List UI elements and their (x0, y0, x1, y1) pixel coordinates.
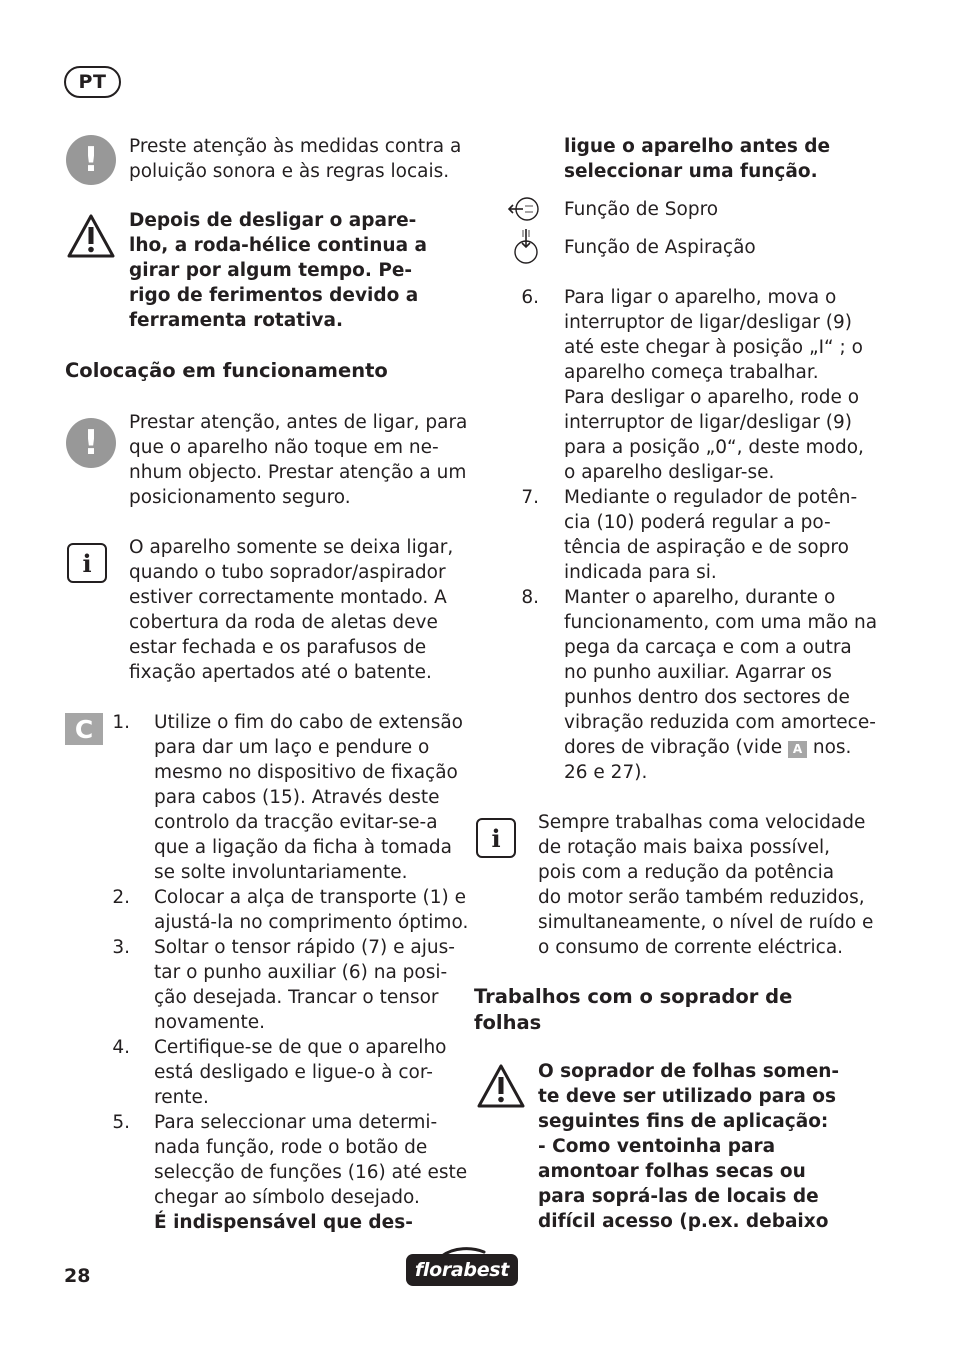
text-line: nhum objecto. Prestar atenção a um (129, 462, 467, 483)
text-line: novamente. (154, 1012, 265, 1033)
text-fragment: nos. (812, 737, 852, 758)
text-line: - Como ventoinha para (538, 1136, 776, 1157)
step-number: 7. (521, 487, 539, 508)
step-number: 2. (112, 887, 130, 908)
text-line: tar o punho auxiliar (6) na posi- (154, 962, 448, 983)
text-line: o aparelho desligar-se. (564, 462, 775, 483)
blow-mode-label: Função de Sopro (564, 199, 719, 220)
text-line: cobertura da roda de aletas deve (129, 612, 438, 633)
blow-mode-icon (507, 196, 541, 222)
text-line: se solte involuntariamente. (154, 862, 408, 883)
text-line: pois com a redução da potência (538, 862, 835, 883)
section-heading-leaf-blower (474, 984, 792, 1036)
text-line: cia (10) poderá regular a po- (564, 512, 831, 533)
suction-mode-icon (511, 227, 541, 265)
page-number: 28 (64, 1265, 91, 1287)
text-line: simultaneamente, o nível de ruído e (538, 912, 874, 933)
text-line: Soltar o tensor rápido (7) e ajus- (154, 937, 455, 958)
text-line: Utilize o fim do cabo de extensão (154, 712, 463, 733)
text-line: do motor serão também reduzidos, (538, 887, 865, 908)
suction-mode-label: Função de Aspiração (564, 237, 756, 258)
text-line: ferramenta rotativa. (129, 310, 344, 331)
text-line (564, 735, 877, 760)
text-line: Mediante o regulador de potên- (564, 487, 858, 508)
step-6-text (564, 285, 864, 485)
figure-letter: C (74, 714, 94, 744)
text-line: girar por algum tempo. Pe- (129, 260, 413, 281)
text-line: rente. (154, 1087, 209, 1108)
text-line: até este chegar à posição „I“ ; o (564, 337, 863, 358)
text-line: Prestar atenção, antes de ligar, para (129, 412, 468, 433)
text-line: funcionamento, com uma mão na (564, 612, 878, 633)
text-line: para dar um laço e pendure o (154, 737, 430, 758)
warning-triangle-icon (476, 1063, 526, 1109)
text-line: ligue o aparelho antes de (564, 136, 831, 157)
text-line: difícil acesso (p.ex. debaixo (538, 1211, 829, 1232)
text-line: chegar ao símbolo desejado. (154, 1187, 420, 1208)
text-fragment: dores de vibração (vide (564, 737, 783, 758)
text-line: seleccionar uma função. (564, 161, 818, 182)
attention-icon: ! (66, 135, 116, 185)
text-line: estar fechada e os parafusos de (129, 637, 427, 658)
step-5-text (154, 1110, 467, 1235)
warning-triangle-icon (66, 213, 116, 259)
section-heading-startup (65, 358, 388, 384)
text-line: controlo da tracção evitar-se-a (154, 812, 438, 833)
text-line: ção desejada. Trancar o tensor (154, 987, 439, 1008)
text-line: está desligado e ligue-o à cor- (154, 1062, 433, 1083)
step-number: 8. (521, 587, 539, 608)
step-3-text (154, 935, 455, 1035)
text-line: vibração reduzida com amortece- (564, 712, 876, 733)
text-line: poluição sonora e às regras locais. (129, 161, 450, 182)
heading-text: folhas (474, 1011, 542, 1034)
step-number: 6. (521, 287, 539, 308)
text-line: seguintes fins de aplicação: (538, 1111, 829, 1132)
language-code: PT (78, 71, 107, 93)
text-line: Para ligar o aparelho, mova o (564, 287, 837, 308)
text-line: Colocar a alça de transporte (1) e (154, 887, 466, 908)
text-line: Manter o aparelho, durante o (564, 587, 836, 608)
step-number: 4. (112, 1037, 130, 1058)
step-8-text (564, 585, 877, 785)
heading-text: Trabalhos com o soprador de (474, 985, 793, 1008)
text-line: punhos dentro dos sectores de (564, 687, 850, 708)
note-safe-positioning (129, 410, 467, 510)
text-line: Depois de desligar o apare- (129, 210, 417, 231)
text-line: mesmo no dispositivo de fixação (154, 762, 458, 783)
step-number: 3. (112, 937, 130, 958)
text-line: Preste atenção às medidas contra a (129, 136, 462, 157)
step-7-text (564, 485, 857, 585)
step-1-text (154, 710, 463, 885)
text-line: rigo de ferimentos devido a (129, 285, 419, 306)
text-line: Para desligar o aparelho, rode o (564, 387, 860, 408)
text-line: no punho auxiliar. Agarrar os (564, 662, 832, 683)
text-line: selecção de funções (16) até este (154, 1162, 468, 1183)
text-line: lho, a roda-hélice continua a (129, 235, 427, 256)
text-line: O aparelho somente se deixa ligar, (129, 537, 454, 558)
step-2-text (154, 885, 468, 935)
text-line: o consumo de corrente eléctrica. (538, 937, 844, 958)
figure-reference-c (65, 713, 103, 745)
text-line: pega da carcaça e com a outra (564, 637, 852, 658)
text-line: É indispensável que des- (154, 1212, 413, 1233)
info-low-speed (538, 810, 873, 960)
warning-intended-use (538, 1059, 839, 1234)
heading-text: Colocação em funcionamento (65, 359, 388, 382)
text-line: tência de aspiração e de sopro (564, 537, 849, 558)
text-line: nada função, rode o botão de (154, 1137, 428, 1158)
text-line: Sempre trabalhas coma velocidade (538, 812, 866, 833)
brand-logo (406, 1254, 518, 1286)
text-line: indicada para si. (564, 562, 717, 583)
text-line: O soprador de folhas somen- (538, 1061, 840, 1082)
language-badge (64, 66, 121, 98)
text-line: quando o tubo soprador/aspirador (129, 562, 446, 583)
info-icon: i (67, 543, 107, 583)
text-line: para soprá-las de locais de (538, 1186, 819, 1207)
text-line: Para seleccionar uma determi- (154, 1112, 438, 1133)
step-number: 1. (112, 712, 130, 733)
text-line: fixação apertados até o batente. (129, 662, 432, 683)
step-4-text (154, 1035, 447, 1110)
text-line: que o aparelho não toque em ne- (129, 437, 439, 458)
text-line: de rotação mais baixa possível, (538, 837, 831, 858)
note-noise-pollution (129, 134, 461, 184)
text-line: aparelho começa trabalhar. (564, 362, 819, 383)
text-line: te deve ser utilizado para os (538, 1086, 836, 1107)
attention-icon: ! (66, 418, 116, 468)
step-number: 5. (112, 1112, 130, 1133)
text-line: 26 e 27). (564, 762, 648, 783)
text-line: para cabos (15). Através deste (154, 787, 440, 808)
text-line: interruptor de ligar/desligar (9) (564, 312, 852, 333)
text-line: que a ligação da ficha à tomada (154, 837, 452, 858)
text-line: amontoar folhas secas ou (538, 1161, 806, 1182)
text-line: estiver correctamente montado. A (129, 587, 447, 608)
text-line: posicionamento seguro. (129, 487, 351, 508)
text-line: interruptor de ligar/desligar (9) (564, 412, 852, 433)
info-icon: i (476, 818, 516, 858)
text-line: para a posição „0“, deste modo, (564, 437, 864, 458)
text-line: Certifique-se de que o aparelho (154, 1037, 447, 1058)
step-5-continuation (564, 134, 830, 184)
info-tube-mounted (129, 535, 453, 685)
text-line: ajustá-la no comprimento óptimo. (154, 912, 469, 933)
figure-reference-a: A (788, 741, 807, 758)
brand-logo-text: florabest (414, 1259, 510, 1281)
warning-rotating-impeller (129, 208, 427, 333)
